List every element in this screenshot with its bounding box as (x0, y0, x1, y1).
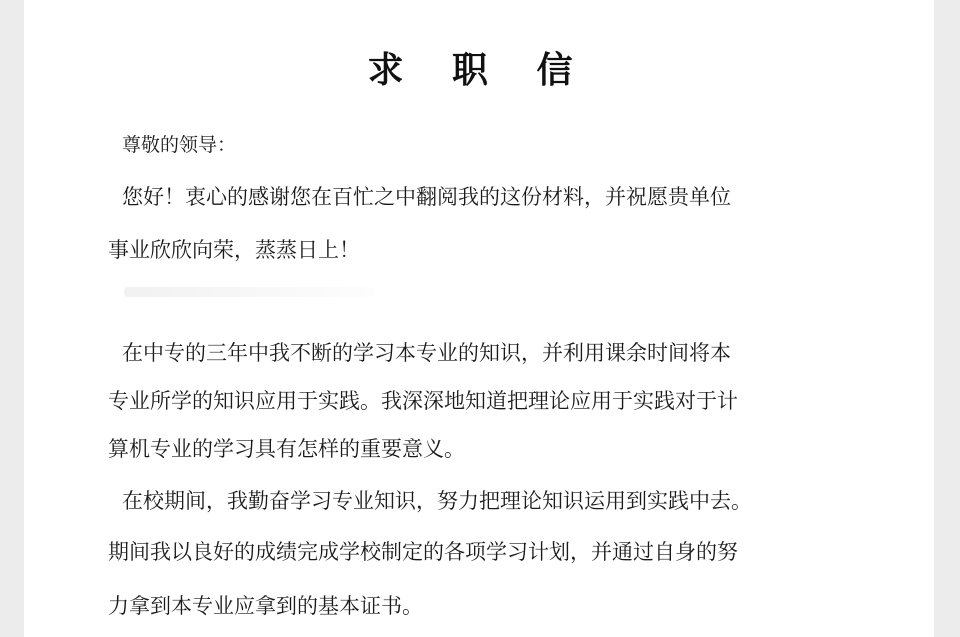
paragraph-line: 事业欣欣向荣，蒸蒸日上！ (108, 238, 360, 262)
paragraph-line: 专业所学的知识应用于实践。我深深地知道把理论应用于实践对于计 (108, 389, 738, 413)
letter-page (24, 0, 934, 637)
paragraph-line: 在中专的三年中我不断的学习本专业的知识，并利用课余时间将本 (122, 341, 731, 365)
paragraph-line: 在校期间，我勤奋学习专业知识，努力把理论知识运用到实践中去。 (122, 489, 752, 513)
paragraph-line: 算机专业的学习具有怎样的重要意义。 (108, 437, 465, 461)
paragraph-line: 力拿到本专业应拿到的基本证书。 (108, 594, 423, 618)
paragraph-line: 期间我以良好的成绩完成学校制定的各项学习计划，并通过自身的努 (108, 540, 738, 564)
faded-text-trace (124, 287, 374, 297)
letter-title: 求 职 信 (367, 49, 591, 91)
paragraph-line: 您好！衷心的感谢您在百忙之中翻阅我的这份材料，并祝愿贵单位 (122, 185, 731, 209)
salutation: 尊敬的领导： (122, 134, 237, 156)
